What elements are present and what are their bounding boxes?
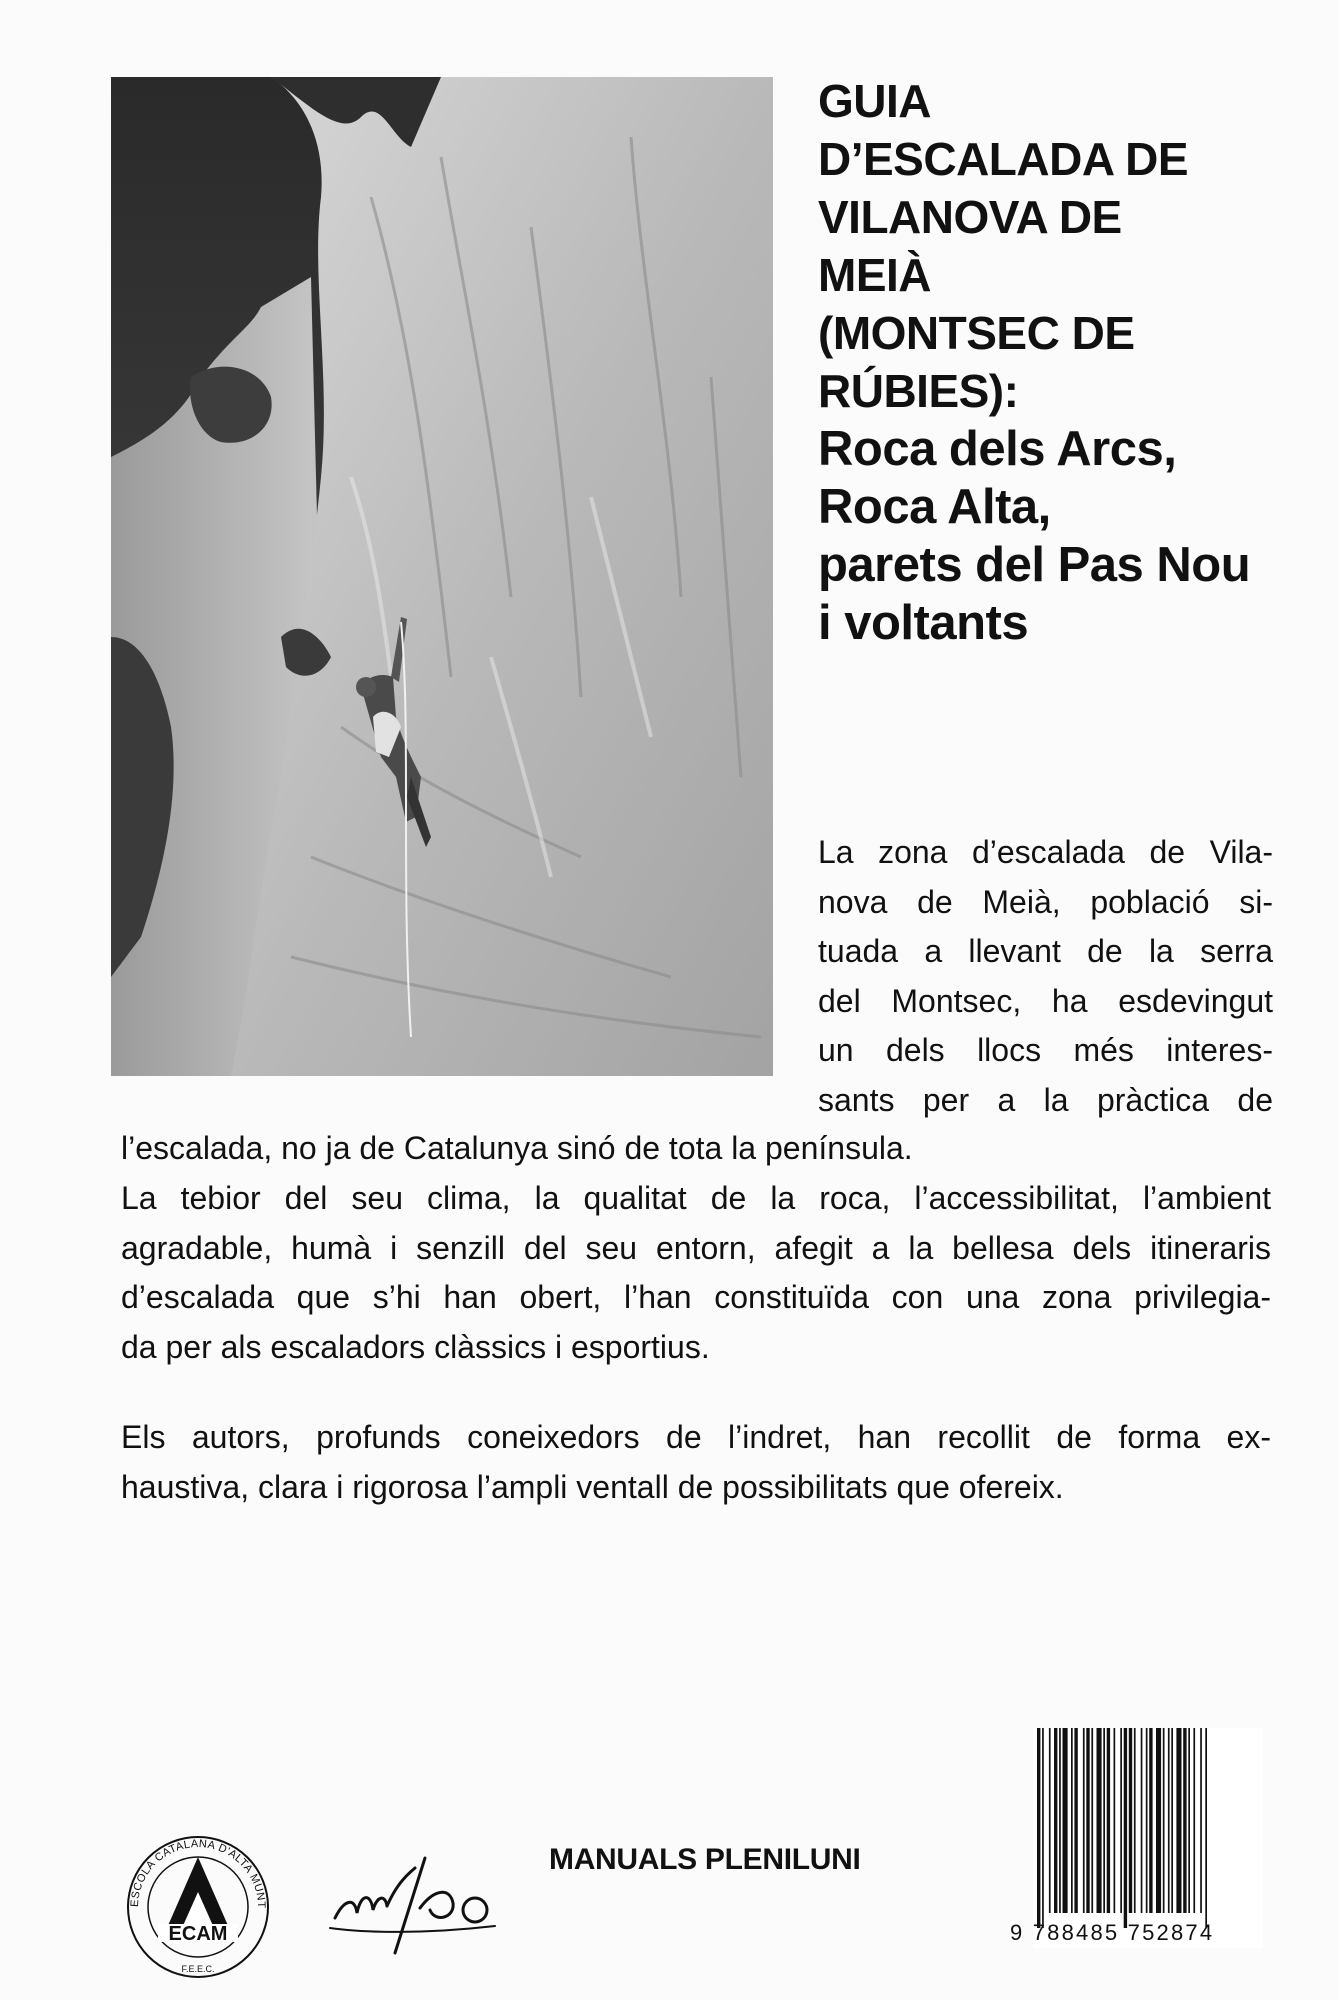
- barcode-bar: [1146, 1728, 1148, 1913]
- paragraph-line: nova de Meià, població si-: [818, 883, 1273, 920]
- paragraph-line: sants per a la pràctica de: [818, 1081, 1273, 1118]
- subtitle-line: Roca dels Arcs,: [818, 422, 1177, 476]
- barcode-bar: [1176, 1728, 1181, 1913]
- intro-paragraph: [818, 828, 1273, 1125]
- title-line: (MONTSEC DE: [818, 307, 1135, 359]
- paragraph-line: Els autors, profunds coneixedors de l’indret, han recollit de forma ex-: [121, 1419, 1271, 1455]
- barcode-bar: [1163, 1728, 1165, 1913]
- barcode-bar: [1193, 1728, 1195, 1913]
- ecam-sub: F.E.E.C.: [181, 1964, 215, 1974]
- publisher-monogram-logo: [325, 1848, 505, 1958]
- barcode-bar: [1107, 1728, 1110, 1913]
- barcode-bar: [1042, 1728, 1044, 1928]
- climber-photo: [111, 77, 773, 1076]
- barcode-bar: [1183, 1728, 1186, 1913]
- barcode-bar: [1124, 1728, 1127, 1928]
- isbn-barcode: [1033, 1728, 1263, 1948]
- barcode-bar: [1054, 1728, 1057, 1913]
- paragraph-line: La tebior del seu clima, la qualitat de la roca, l’accessibilitat, l’ambient: [121, 1180, 1271, 1216]
- subtitle-line: Roca Alta,: [818, 480, 1051, 534]
- paragraph-line: agradable, humà i senzill del seu entorn, afegit a la bellesa dels itineraris: [121, 1229, 1271, 1266]
- barcode-bar: [1049, 1728, 1051, 1913]
- authors-paragraph: [121, 1413, 1271, 1512]
- book-subtitle: [818, 420, 1288, 652]
- paragraph-line: del Montsec, ha esdevingut: [818, 982, 1273, 1019]
- barcode-bar: [1188, 1728, 1190, 1913]
- ecam-mark: ECAM: [168, 1923, 228, 1945]
- barcode-bar: [1200, 1728, 1202, 1913]
- title-line: MEIÀ: [818, 249, 931, 301]
- barcode-bar: [1156, 1728, 1161, 1913]
- description-paragraph: [121, 1174, 1271, 1372]
- paragraph-line: un dels llocs més interes-: [818, 1032, 1273, 1068]
- barcode-bar: [1063, 1728, 1068, 1913]
- paragraph-line: l’escalada, no ja de Catalunya sinó de tota la península.: [121, 1130, 913, 1166]
- paragraph-line: La zona d’escalada de Vila-: [818, 834, 1273, 870]
- barcode-bar: [1037, 1728, 1040, 1928]
- ecam-logo: [118, 1812, 278, 1982]
- barcode-bar: [1171, 1728, 1173, 1913]
- barcode-bar: [1059, 1728, 1061, 1913]
- title-line: VILANOVA DE: [818, 191, 1122, 243]
- barcode-bar: [1129, 1728, 1132, 1913]
- title-line: GUIA: [818, 75, 931, 127]
- barcode-bar: [1114, 1728, 1116, 1913]
- paragraph-line: tuada a llevant de la serra: [818, 933, 1273, 969]
- barcode-bar: [1097, 1728, 1102, 1913]
- barcode-bar: [1205, 1728, 1207, 1928]
- subtitle-line: i voltants: [818, 596, 1029, 650]
- barcode-bar: [1149, 1728, 1152, 1913]
- title-line: RÚBIES):: [818, 365, 1019, 417]
- barcode-bar: [1168, 1728, 1170, 1913]
- barcode-bars: [1033, 1728, 1263, 1928]
- title-line: D’ESCALADA DE: [818, 133, 1189, 185]
- barcode-bar: [1074, 1728, 1077, 1913]
- barcode-bar: [1083, 1728, 1085, 1913]
- paragraph-line: haustiva, clara i rigorosa l’ampli ventall de possibilitats que ofereix.: [121, 1468, 1064, 1505]
- climber-photo-image: [111, 77, 773, 1076]
- barcode-bar: [1134, 1728, 1136, 1913]
- book-title: [818, 72, 1288, 652]
- barcode-bar: [1071, 1728, 1073, 1913]
- publisher-name: MANUALS PLENILUNI: [549, 1843, 861, 1876]
- barcode-bar: [1086, 1728, 1089, 1913]
- barcode-bar: [1120, 1728, 1122, 1913]
- intro-paragraph-end: [121, 1124, 1271, 1174]
- barcode-bar: [1091, 1728, 1093, 1913]
- paragraph-line: da per als escaladors clàssics i esportius.: [121, 1328, 710, 1365]
- subtitle-line: parets del Pas Nou: [818, 538, 1251, 592]
- paragraph-line: d’escalada que s’hi han obert, l’han constituïda con una zona privilegia-: [121, 1279, 1271, 1315]
- ecam-ring-text: ESCOLA CATALANA D'ALTA MUNT: [128, 1837, 268, 1908]
- barcode-bar: [1103, 1728, 1105, 1913]
- barcode-bar: [1141, 1728, 1143, 1913]
- isbn-number: 9 788485 752874: [1010, 1920, 1215, 1945]
